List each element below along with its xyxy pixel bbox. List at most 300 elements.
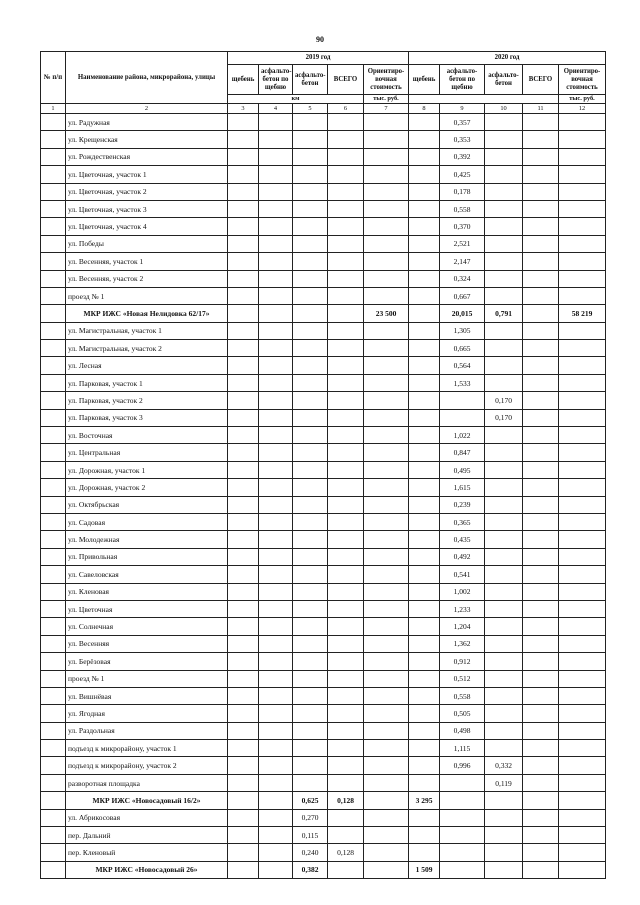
cell-col-11 [523,687,559,704]
cell-col-8 [409,374,440,391]
row-number [41,218,66,235]
cell-col-11 [523,635,559,652]
cell-col-8: 3 295 [409,792,440,809]
cell-col-9: 1,115 [440,740,485,757]
cell-col-12 [559,287,606,304]
cell-col-12 [559,148,606,165]
row-number [41,844,66,861]
cell-col-8 [409,566,440,583]
cell-col-5 [293,479,328,496]
cell-col-3 [228,653,259,670]
cell-col-4 [259,653,293,670]
cell-col-12 [559,635,606,652]
row-number [41,600,66,617]
cell-col-6 [328,461,364,478]
cell-col-8 [409,600,440,617]
cell-col-6 [328,566,364,583]
cell-col-11 [523,827,559,844]
cell-col-6 [328,270,364,287]
cell-col-11 [523,461,559,478]
cell-col-12 [559,583,606,600]
street-name: ул. Солнечная [66,618,228,635]
cell-col-7 [364,166,409,183]
cell-col-8 [409,774,440,791]
table-row [41,409,606,426]
column-index-9: 9 [440,104,485,114]
cell-col-11 [523,583,559,600]
table-row [41,774,606,791]
cell-col-6: 0,128 [328,844,364,861]
street-name: ул. Парковая, участок 1 [66,374,228,391]
cell-col-7 [364,479,409,496]
cell-col-6 [328,340,364,357]
cell-col-12 [559,844,606,861]
cell-col-9 [440,827,485,844]
cell-col-11 [523,166,559,183]
cell-col-5 [293,148,328,165]
cell-col-12 [559,166,606,183]
cell-col-5 [293,131,328,148]
table-row [41,600,606,617]
cell-col-7 [364,200,409,217]
cell-col-5 [293,757,328,774]
cell-col-10 [485,583,523,600]
cell-col-12 [559,670,606,687]
cell-col-11 [523,114,559,131]
cell-col-3 [228,861,259,878]
row-number [41,427,66,444]
cell-col-9: 0,492 [440,548,485,565]
cell-col-3 [228,496,259,513]
street-name: ул. Ягодная [66,705,228,722]
street-name: ул. Октябрьская [66,496,228,513]
cell-col-4 [259,374,293,391]
cell-col-10 [485,687,523,704]
cell-col-7 [364,270,409,287]
cell-col-8 [409,844,440,861]
row-number [41,809,66,826]
section-row [41,861,606,878]
header-asphalt-2019: асфальто-бетон [293,65,328,95]
row-number [41,200,66,217]
cell-col-11 [523,427,559,444]
cell-col-12 [559,444,606,461]
cell-col-4 [259,757,293,774]
cell-col-11 [523,218,559,235]
table-row [41,131,606,148]
cell-col-9 [440,774,485,791]
street-name: ул. Раздольная [66,722,228,739]
cell-col-12 [559,131,606,148]
row-number [41,566,66,583]
row-number [41,270,66,287]
cell-col-5 [293,444,328,461]
cell-col-5 [293,392,328,409]
cell-col-5 [293,566,328,583]
cell-col-12 [559,496,606,513]
cell-col-8: 1 509 [409,861,440,878]
cell-col-7 [364,548,409,565]
cell-col-4 [259,740,293,757]
table-row [41,479,606,496]
cell-col-5: 0,240 [293,844,328,861]
cell-col-10 [485,670,523,687]
street-name: подъезд к микрорайону, участок 2 [66,757,228,774]
cell-col-4 [259,357,293,374]
cell-col-5 [293,774,328,791]
cell-col-7 [364,774,409,791]
cell-col-3 [228,722,259,739]
cell-col-10 [485,809,523,826]
cell-col-8 [409,479,440,496]
cell-col-9: 0,324 [440,270,485,287]
table-row [41,235,606,252]
cell-col-7 [364,513,409,530]
street-name: ул. Привольная [66,548,228,565]
cell-col-6 [328,740,364,757]
table-row [41,461,606,478]
cell-col-12 [559,427,606,444]
row-number [41,374,66,391]
cell-col-12 [559,687,606,704]
cell-col-12 [559,861,606,878]
street-name: ул. Магистральная, участок 1 [66,322,228,339]
cell-col-10 [485,722,523,739]
cell-col-10 [485,635,523,652]
district-name: МКР ИЖС «Новосадовый 26» [66,861,228,878]
cell-col-10: 0,332 [485,757,523,774]
street-name: ул. Радужная [66,114,228,131]
header-cost-2020: Ориентиро-вочная стоимость [559,65,606,95]
cell-col-8 [409,809,440,826]
cell-col-3 [228,740,259,757]
row-number [41,548,66,565]
column-index-1: 1 [41,104,66,114]
row-number [41,583,66,600]
cell-col-7 [364,792,409,809]
cell-col-3 [228,687,259,704]
cell-col-10: 0,119 [485,774,523,791]
table-row [41,253,606,270]
cell-col-5 [293,235,328,252]
cell-col-7 [364,861,409,878]
cell-col-6 [328,322,364,339]
row-number [41,740,66,757]
unit-km-2020 [409,95,559,104]
cell-col-10 [485,114,523,131]
table-row [41,513,606,530]
cell-col-12 [559,600,606,617]
cell-col-9 [440,844,485,861]
street-name: ул. Крещенская [66,131,228,148]
cell-col-12 [559,774,606,791]
cell-col-5 [293,322,328,339]
cell-col-8 [409,531,440,548]
table-row [41,653,606,670]
cell-col-6 [328,670,364,687]
street-name: ул. Цветочная, участок 1 [66,166,228,183]
cell-col-11 [523,600,559,617]
header-asphalt-on-gravel-2019: асфальто-бетон по щебню [259,65,293,95]
cell-col-11 [523,270,559,287]
row-number [41,653,66,670]
row-number [41,287,66,304]
cell-col-3 [228,200,259,217]
street-name: ул. Цветочная [66,600,228,617]
cell-col-8 [409,722,440,739]
row-number [41,183,66,200]
cell-col-4 [259,131,293,148]
cell-col-3 [228,479,259,496]
cell-col-7 [364,827,409,844]
cell-col-4 [259,687,293,704]
cell-col-10 [485,705,523,722]
cell-col-3 [228,183,259,200]
cell-col-3 [228,531,259,548]
cell-col-11 [523,374,559,391]
cell-col-11 [523,653,559,670]
cell-col-7 [364,427,409,444]
table-row [41,357,606,374]
cell-col-5 [293,653,328,670]
column-index-11: 11 [523,104,559,114]
street-name: ул. Дорожная, участок 1 [66,461,228,478]
cell-col-4 [259,792,293,809]
header-total-2019: ВСЕГО [328,65,364,95]
cell-col-6 [328,374,364,391]
cell-col-12 [559,827,606,844]
row-number [41,305,66,322]
cell-col-9: 0,495 [440,461,485,478]
row-number [41,792,66,809]
cell-col-11 [523,513,559,530]
cell-col-6 [328,479,364,496]
table-row [41,374,606,391]
street-name: ул. Победы [66,235,228,252]
cell-col-11 [523,444,559,461]
row-number [41,687,66,704]
cell-col-11 [523,774,559,791]
table-row [41,200,606,217]
cell-col-4 [259,635,293,652]
cell-col-7 [364,670,409,687]
row-number [41,670,66,687]
cell-col-8 [409,618,440,635]
cell-col-7 [364,322,409,339]
table-row [41,496,606,513]
cell-col-3 [228,635,259,652]
cell-col-9: 0,912 [440,653,485,670]
cell-col-10 [485,357,523,374]
cell-col-4 [259,392,293,409]
cell-col-3 [228,444,259,461]
cell-col-12: 58 219 [559,305,606,322]
cell-col-5 [293,340,328,357]
cell-col-9: 0,178 [440,183,485,200]
cell-col-9: 0,357 [440,114,485,131]
cell-col-5 [293,531,328,548]
cell-col-4 [259,114,293,131]
cell-col-9: 0,239 [440,496,485,513]
cell-col-10: 0,170 [485,392,523,409]
cell-col-9: 1,615 [440,479,485,496]
cell-col-10 [485,322,523,339]
cell-col-3 [228,322,259,339]
cell-col-8 [409,635,440,652]
cell-col-7 [364,496,409,513]
cell-col-9: 0,435 [440,531,485,548]
cell-col-9: 0,558 [440,200,485,217]
street-name: разворотная площадка [66,774,228,791]
table-row [41,827,606,844]
cell-col-6 [328,774,364,791]
cell-col-11 [523,792,559,809]
cell-col-11 [523,392,559,409]
cell-col-12 [559,322,606,339]
cell-col-11 [523,705,559,722]
cell-col-9: 1,533 [440,374,485,391]
cell-col-11 [523,305,559,322]
cell-col-7 [364,148,409,165]
cell-col-4 [259,600,293,617]
row-number [41,322,66,339]
row-number [41,253,66,270]
cell-col-7 [364,583,409,600]
cell-col-8 [409,340,440,357]
cell-col-9 [440,792,485,809]
row-number [41,757,66,774]
cell-col-7 [364,357,409,374]
cell-col-5 [293,305,328,322]
cell-col-7 [364,461,409,478]
cell-col-6 [328,218,364,235]
cell-col-4 [259,531,293,548]
cell-col-4 [259,583,293,600]
cell-col-6 [328,200,364,217]
cell-col-12 [559,340,606,357]
cell-col-9: 0,392 [440,148,485,165]
cell-col-5 [293,513,328,530]
cell-col-4 [259,322,293,339]
cell-col-6 [328,427,364,444]
cell-col-12 [559,218,606,235]
cell-col-4 [259,618,293,635]
cell-col-4 [259,513,293,530]
cell-col-9: 1,305 [440,322,485,339]
cell-col-3 [228,548,259,565]
cell-col-12 [559,461,606,478]
cell-col-10 [485,131,523,148]
cell-col-10 [485,444,523,461]
cell-col-7 [364,409,409,426]
column-index-8: 8 [409,104,440,114]
cell-col-12 [559,409,606,426]
row-number [41,479,66,496]
cell-col-6 [328,827,364,844]
row-number [41,531,66,548]
cell-col-8 [409,166,440,183]
cell-col-11 [523,670,559,687]
cell-col-4 [259,670,293,687]
cell-col-9: 0,498 [440,722,485,739]
cell-col-8 [409,444,440,461]
cell-col-12 [559,566,606,583]
cell-col-5 [293,670,328,687]
table-row [41,322,606,339]
row-number [41,774,66,791]
street-name: ул. Вишнёвая [66,687,228,704]
cell-col-7 [364,235,409,252]
row-number [41,392,66,409]
cell-col-9: 1,362 [440,635,485,652]
district-name: МКР ИЖС «Новосадовый 16/2» [66,792,228,809]
table-row [41,844,606,861]
cell-col-3 [228,809,259,826]
cell-col-5 [293,409,328,426]
cell-col-3 [228,166,259,183]
street-name: ул. Молодежная [66,531,228,548]
header-year-2019: 2019 год [228,52,409,65]
cell-col-4 [259,548,293,565]
cell-col-11 [523,253,559,270]
cell-col-7: 23 500 [364,305,409,322]
cell-col-3 [228,844,259,861]
cell-col-9: 2,521 [440,235,485,252]
street-name: ул. Кленовая [66,583,228,600]
row-number [41,861,66,878]
street-name: ул. Цветочная, участок 4 [66,218,228,235]
table-row [41,583,606,600]
cell-col-11 [523,409,559,426]
cell-col-3 [228,409,259,426]
cell-col-5 [293,496,328,513]
cell-col-7 [364,757,409,774]
cell-col-4 [259,200,293,217]
table-row [41,722,606,739]
page-number: 90 [316,35,324,44]
table-row [41,740,606,757]
street-name: ул. Весенняя, участок 2 [66,270,228,287]
header-gravel-2019: щебень [228,65,259,95]
cell-col-12 [559,200,606,217]
cell-col-9: 1,002 [440,583,485,600]
unit-rub-2020: тыс. руб. [559,95,606,104]
cell-col-12 [559,270,606,287]
cell-col-5 [293,461,328,478]
row-number [41,235,66,252]
cell-col-9: 20,015 [440,305,485,322]
table-row [41,148,606,165]
cell-col-9: 0,541 [440,566,485,583]
cell-col-12 [559,357,606,374]
cell-col-12 [559,757,606,774]
cell-col-6 [328,392,364,409]
table-row [41,670,606,687]
cell-col-9: 1,022 [440,427,485,444]
row-number [41,357,66,374]
table-row [41,705,606,722]
cell-col-10: 0,791 [485,305,523,322]
column-index-10: 10 [485,104,523,114]
cell-col-9 [440,809,485,826]
cell-col-9: 0,996 [440,757,485,774]
cell-col-6 [328,618,364,635]
cell-col-11 [523,809,559,826]
cell-col-8 [409,305,440,322]
cell-col-10 [485,427,523,444]
cell-col-4 [259,809,293,826]
cell-col-5 [293,287,328,304]
